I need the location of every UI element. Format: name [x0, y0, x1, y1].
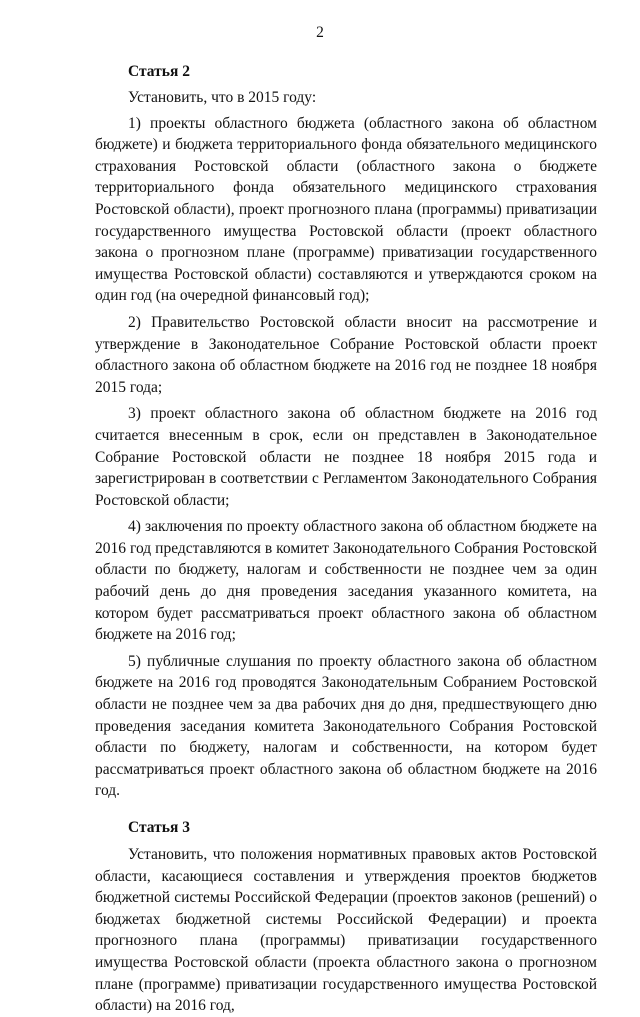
page-number: 2	[316, 24, 324, 41]
article-3-text: Установить, что положения нормативных правовых актов Ростовской области, касающиеся составления и утверждения проектов бюджетов бюджетной системы Российской Федерации (проектов законов (решений) о бюджетах бюджетной системы Российской Федерации) и проекта прогнозного плана (программы) приватизации государственного имущества Ростовской области (проекта областного закона о прогнозном плане (программе) приватизации государственного имущества Ростовской области) на 2016 год,	[95, 846, 597, 1015]
article-2-intro: Установить, что в 2015 году:	[128, 89, 317, 106]
article-2-item-5: 5) публичные слушания по проекту областного закона об областном бюджете на 2016 год проводятся Законодательным Собранием Ростовской области не позднее чем за два рабочих дня до дня, предшествующего дню проведения заседания комитета Законодательного Собрания Ростовской области по бюджету, налогам и собственности, на котором будет рассматриваться проект областного закона об областном бюджете на 2016 год.	[95, 652, 597, 800]
article-2-item-1: 1) проекты областного бюджета (областного закона об областном бюджете) и бюджета территориального фонда обязательного медицинского страхования Ростовской области (областного закона о бюджете территориального фонда обязательного медицинского страхования Ростовской области), проект прогнозного плана (программы) приватизации государственного имущества Ростовской области (проект областного закона о прогнозном плане (программе) приватизации государственного имущества Ростовской области) составляются и утверждаются сроком на один год (на очередной финансовый год);	[95, 114, 597, 305]
document-body	[95, 62, 597, 1017]
article-3-heading: Статья 3	[128, 819, 190, 836]
article-2-item-2: 2) Правительство Ростовской области вносит на рассмотрение и утверждение в Законодательное Собрание Ростовской области проект областного закона об областном бюджете на 2016 год не позднее 18 ноября 2015 года;	[95, 313, 597, 396]
article-2-heading: Статья 2	[128, 63, 190, 80]
article-2-item-4: 4) заключения по проекту областного закона об областном бюджете на 2016 год представляются в комитет Законодательного Собрания Ростовской области по бюджету, налогам и собственности не позднее чем за один рабочий день до дня проведения заседания указанного комитета, на котором будет рассматриваться проект областного закона об областном бюджете на 2016 год;	[95, 518, 597, 644]
article-2-item-3: 3) проект областного закона об областном бюджете на 2016 год считается внесенным в срок, если он представлен в Законодательное Собрание Ростовской области не позднее 18 ноября 2015 года и зарегистрирован в соответствии с Регламентом Законодательного Собрания Ростовской области;	[95, 405, 597, 509]
